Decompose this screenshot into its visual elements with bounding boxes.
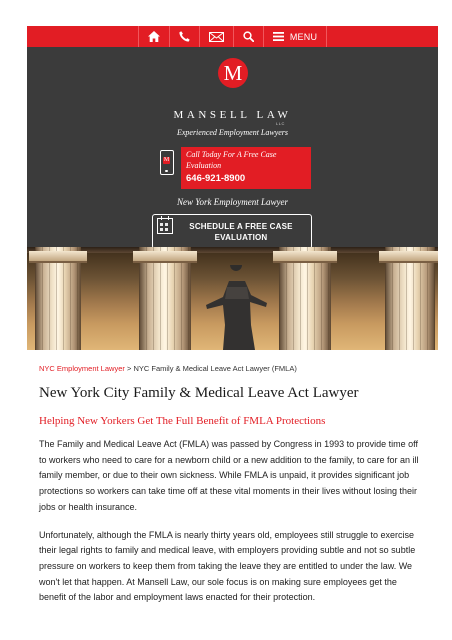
phone-icon: [179, 31, 190, 42]
breadcrumb: [39, 364, 438, 373]
call-phone-number[interactable]: 646-921-8900: [186, 173, 246, 184]
schedule-label: SCHEDULE A FREE CASE EVALUATION: [189, 222, 293, 242]
tagline: Experienced Employment Lawyers: [176, 128, 289, 137]
logo-letter: M: [223, 61, 243, 85]
page-title: New York City Family & Medical Leave Act Lawyer: [39, 385, 359, 401]
statue-image: [203, 265, 273, 350]
mobile-phone-icon: M: [160, 150, 174, 175]
call-cta[interactable]: [181, 147, 311, 189]
mail-icon: [209, 32, 224, 42]
breadcrumb-separator: >: [124, 364, 134, 373]
schedule-evaluation-button[interactable]: [152, 214, 312, 249]
email-button[interactable]: [199, 26, 233, 47]
article-paragraph: The Family and Medical Leave Act (FMLA) was passed by Congress in 1993 to provide time off to workers who need to care for a newborn child or a new addition to the family, to care for an ill family member, or due to their own sickness. While FMLA is unpaid, it provides significant job protections so workers can take time off at these vital moments in their lives without losing their jobs or health insurance.: [39, 439, 419, 512]
call-title: Call Today For A Free Case Evaluation: [186, 150, 277, 170]
search-icon: [243, 31, 254, 42]
main-content: [27, 364, 438, 606]
brand-suffix: LLC: [276, 121, 285, 126]
breadcrumb-link[interactable]: NYC Employment Lawyer: [39, 364, 125, 373]
menu-label: MENU: [289, 31, 318, 42]
hamburger-icon: [273, 32, 284, 41]
page-subtitle: Helping New Yorkers Get The Full Benefit of FMLA Protections: [39, 415, 326, 427]
hero-photo: [27, 247, 438, 350]
brand-name[interactable]: MANSELL LAW: [173, 109, 292, 121]
home-icon: [148, 31, 160, 42]
page: [27, 26, 438, 606]
call-button[interactable]: [169, 26, 199, 47]
site-header: [27, 47, 438, 247]
breadcrumb-current: NYC Family & Medical Leave Act Lawyer (FMLA): [133, 364, 297, 373]
top-nav-bar: [27, 26, 438, 47]
search-button[interactable]: [233, 26, 263, 47]
header-subline: New York Employment Lawyer: [177, 197, 288, 207]
logo-mark[interactable]: [218, 58, 248, 88]
calendar-icon: [157, 218, 173, 234]
menu-button[interactable]: [263, 26, 327, 47]
article-paragraph: Unfortunately, although the FMLA is nearly thirty years old, employees still struggle to exercise their legal rights to family and medical leave, with employers providing subtle and not so subtle pressure on workers to keep them from taking the leave they are entitled to under the law. We won't let that happen. At Mansell Law, our sole focus is on making sure employees get the benefit of the labor and employment laws enacted for their protection.: [39, 529, 416, 603]
home-button[interactable]: [138, 26, 169, 47]
